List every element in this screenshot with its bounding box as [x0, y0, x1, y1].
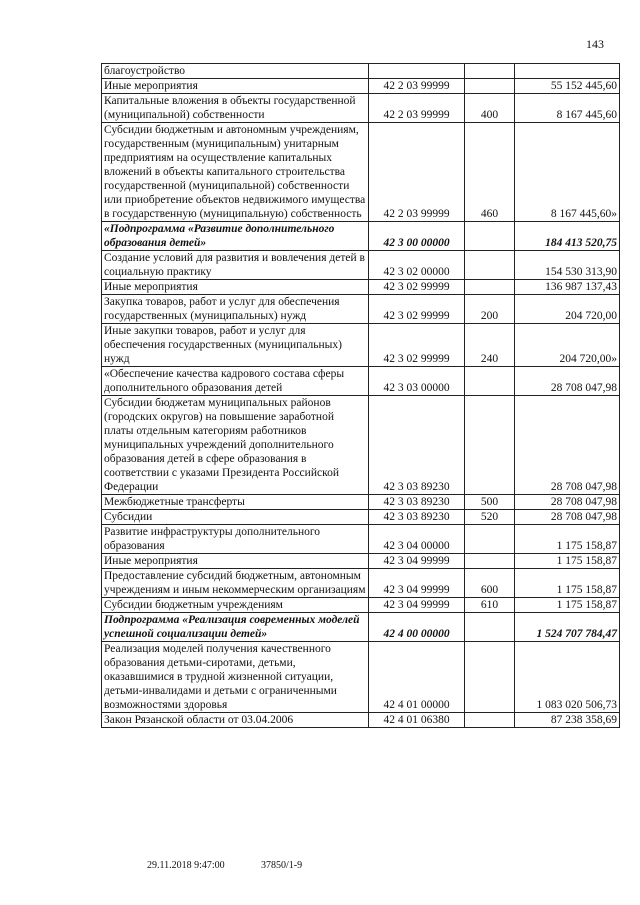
- row-amount-cell: 1 175 158,87: [515, 598, 620, 613]
- table-row: [102, 554, 620, 569]
- row-name-cell: Реализация моделей получения качественного образования детьми-сиротами, детьми, оказавшимися в трудной жизненной ситуации, детьми-инвалидами и детьми с ограниченными возможностями здоровья: [102, 642, 369, 713]
- row-amount-cell: 8 167 445,60»: [515, 123, 620, 222]
- row-code-cell: 42 4 00 00000: [369, 613, 465, 642]
- row-code-cell: 42 3 03 00000: [369, 367, 465, 396]
- row-name-cell: Иные закупки товаров, работ и услуг для обеспечения государственных (муниципальных) нужд: [102, 324, 369, 367]
- row-name-cell: Субсидии: [102, 510, 369, 525]
- table-row: [102, 324, 620, 367]
- row-code-cell: 42 2 03 99999: [369, 123, 465, 222]
- row-type-cell: [465, 251, 515, 280]
- row-code-cell: 42 3 02 00000: [369, 251, 465, 280]
- row-name-cell: Иные мероприятия: [102, 554, 369, 569]
- table-row: [102, 280, 620, 295]
- row-type-cell: [465, 554, 515, 569]
- footer-doc-id: 37850/1-9: [261, 860, 303, 871]
- row-code-cell: 42 3 04 99999: [369, 598, 465, 613]
- row-amount-cell: 28 708 047,98: [515, 396, 620, 495]
- row-code-cell: 42 3 02 99999: [369, 324, 465, 367]
- row-amount-cell: 1 175 158,87: [515, 554, 620, 569]
- row-amount-cell: 204 720,00»: [515, 324, 620, 367]
- table-row: [102, 613, 620, 642]
- row-type-cell: [465, 642, 515, 713]
- row-name-cell: Закупка товаров, работ и услуг для обеспечения государственных (муниципальных) нужд: [102, 295, 369, 324]
- table-row: [102, 222, 620, 251]
- row-name-cell: «Подпрограмма «Развитие дополнительного образования детей»: [102, 222, 369, 251]
- row-name-cell: благоустройство: [102, 64, 369, 79]
- row-amount-cell: 55 152 445,60: [515, 79, 620, 94]
- row-code-cell: 42 3 00 00000: [369, 222, 465, 251]
- table-row: [102, 295, 620, 324]
- row-type-cell: [465, 396, 515, 495]
- row-type-cell: [465, 713, 515, 728]
- row-code-cell: 42 2 03 99999: [369, 94, 465, 123]
- row-amount-cell: 184 413 520,75: [515, 222, 620, 251]
- row-name-cell: Субсидии бюджетным и автономным учреждениям, государственным (муниципальным) унитарным предприятиям на осуществление капитальных вложений в объекты капитального строительства государственной (муниципальной) собственности или приобретение объектов недвижимого имущества в государственную (муниципальную) собственность: [102, 123, 369, 222]
- row-type-cell: 500: [465, 495, 515, 510]
- row-name-cell: Межбюджетные трансферты: [102, 495, 369, 510]
- row-amount-cell: 1 524 707 784,47: [515, 613, 620, 642]
- row-name-cell: Предоставление субсидий бюджетным, автономным учреждениям и иным некоммерческим организациям: [102, 569, 369, 598]
- row-name-cell: Иные мероприятия: [102, 280, 369, 295]
- row-code-cell: 42 3 04 00000: [369, 525, 465, 554]
- row-type-cell: [465, 79, 515, 94]
- row-type-cell: [465, 525, 515, 554]
- row-name-cell: Закон Рязанской области от 03.04.2006: [102, 713, 369, 728]
- row-code-cell: 42 4 01 06380: [369, 713, 465, 728]
- table-row: [102, 367, 620, 396]
- row-type-cell: [465, 280, 515, 295]
- row-type-cell: 610: [465, 598, 515, 613]
- row-amount-cell: 28 708 047,98: [515, 495, 620, 510]
- table-row: [102, 79, 620, 94]
- row-amount-cell: 1 175 158,87: [515, 525, 620, 554]
- row-amount-cell: 1 175 158,87: [515, 569, 620, 598]
- row-type-cell: [465, 367, 515, 396]
- table-row: [102, 495, 620, 510]
- row-name-cell: Субсидии бюджетам муниципальных районов (городских округов) на повышение заработной платы отдельным категориям работников муниципальных учреждений дополнительного образования детей в сфере образования в соответствии с указами Президента Российской Федерации: [102, 396, 369, 495]
- row-type-cell: [465, 64, 515, 79]
- table-row: [102, 251, 620, 280]
- row-name-cell: Подпрограмма «Реализация современных моделей успешной социализации детей»: [102, 613, 369, 642]
- row-code-cell: 42 3 02 99999: [369, 295, 465, 324]
- row-type-cell: 200: [465, 295, 515, 324]
- table-row: [102, 642, 620, 713]
- row-code-cell: 42 3 03 89230: [369, 396, 465, 495]
- row-amount-cell: 28 708 047,98: [515, 367, 620, 396]
- row-type-cell: 520: [465, 510, 515, 525]
- table-row: [102, 94, 620, 123]
- footer-date: 29.11.2018 9:47:00: [147, 860, 225, 871]
- row-type-cell: 600: [465, 569, 515, 598]
- budget-table: [101, 63, 620, 728]
- table-row: [102, 569, 620, 598]
- row-code-cell: 42 3 04 99999: [369, 569, 465, 598]
- row-type-cell: 240: [465, 324, 515, 367]
- row-type-cell: [465, 222, 515, 251]
- row-amount-cell: 204 720,00: [515, 295, 620, 324]
- row-type-cell: [465, 613, 515, 642]
- table-row: [102, 598, 620, 613]
- row-code-cell: [369, 64, 465, 79]
- row-name-cell: Развитие инфраструктуры дополнительного образования: [102, 525, 369, 554]
- row-amount-cell: 136 987 137,43: [515, 280, 620, 295]
- row-name-cell: Создание условий для развития и вовлечения детей в социальную практику: [102, 251, 369, 280]
- row-code-cell: 42 3 04 99999: [369, 554, 465, 569]
- row-amount-cell: 154 530 313,90: [515, 251, 620, 280]
- row-amount-cell: 1 083 020 506,73: [515, 642, 620, 713]
- row-code-cell: 42 4 01 00000: [369, 642, 465, 713]
- table-row: [102, 123, 620, 222]
- row-code-cell: 42 3 02 99999: [369, 280, 465, 295]
- page-number: 143: [586, 37, 604, 51]
- row-type-cell: 400: [465, 94, 515, 123]
- row-name-cell: Иные мероприятия: [102, 79, 369, 94]
- table-row: [102, 64, 620, 79]
- row-name-cell: Субсидии бюджетным учреждениям: [102, 598, 369, 613]
- table-row: [102, 510, 620, 525]
- budget-table-body: [102, 64, 620, 728]
- row-code-cell: 42 3 03 89230: [369, 510, 465, 525]
- row-amount-cell: 8 167 445,60: [515, 94, 620, 123]
- row-amount-cell: [515, 64, 620, 79]
- row-amount-cell: 28 708 047,98: [515, 510, 620, 525]
- table-row: [102, 396, 620, 495]
- row-code-cell: 42 3 03 89230: [369, 495, 465, 510]
- table-row: [102, 713, 620, 728]
- table-row: [102, 525, 620, 554]
- row-code-cell: 42 2 03 99999: [369, 79, 465, 94]
- row-amount-cell: 87 238 358,69: [515, 713, 620, 728]
- row-name-cell: Капитальные вложения в объекты государственной (муниципальной) собственности: [102, 94, 369, 123]
- row-name-cell: «Обеспечение качества кадрового состава сферы дополнительного образования детей: [102, 367, 369, 396]
- row-type-cell: 460: [465, 123, 515, 222]
